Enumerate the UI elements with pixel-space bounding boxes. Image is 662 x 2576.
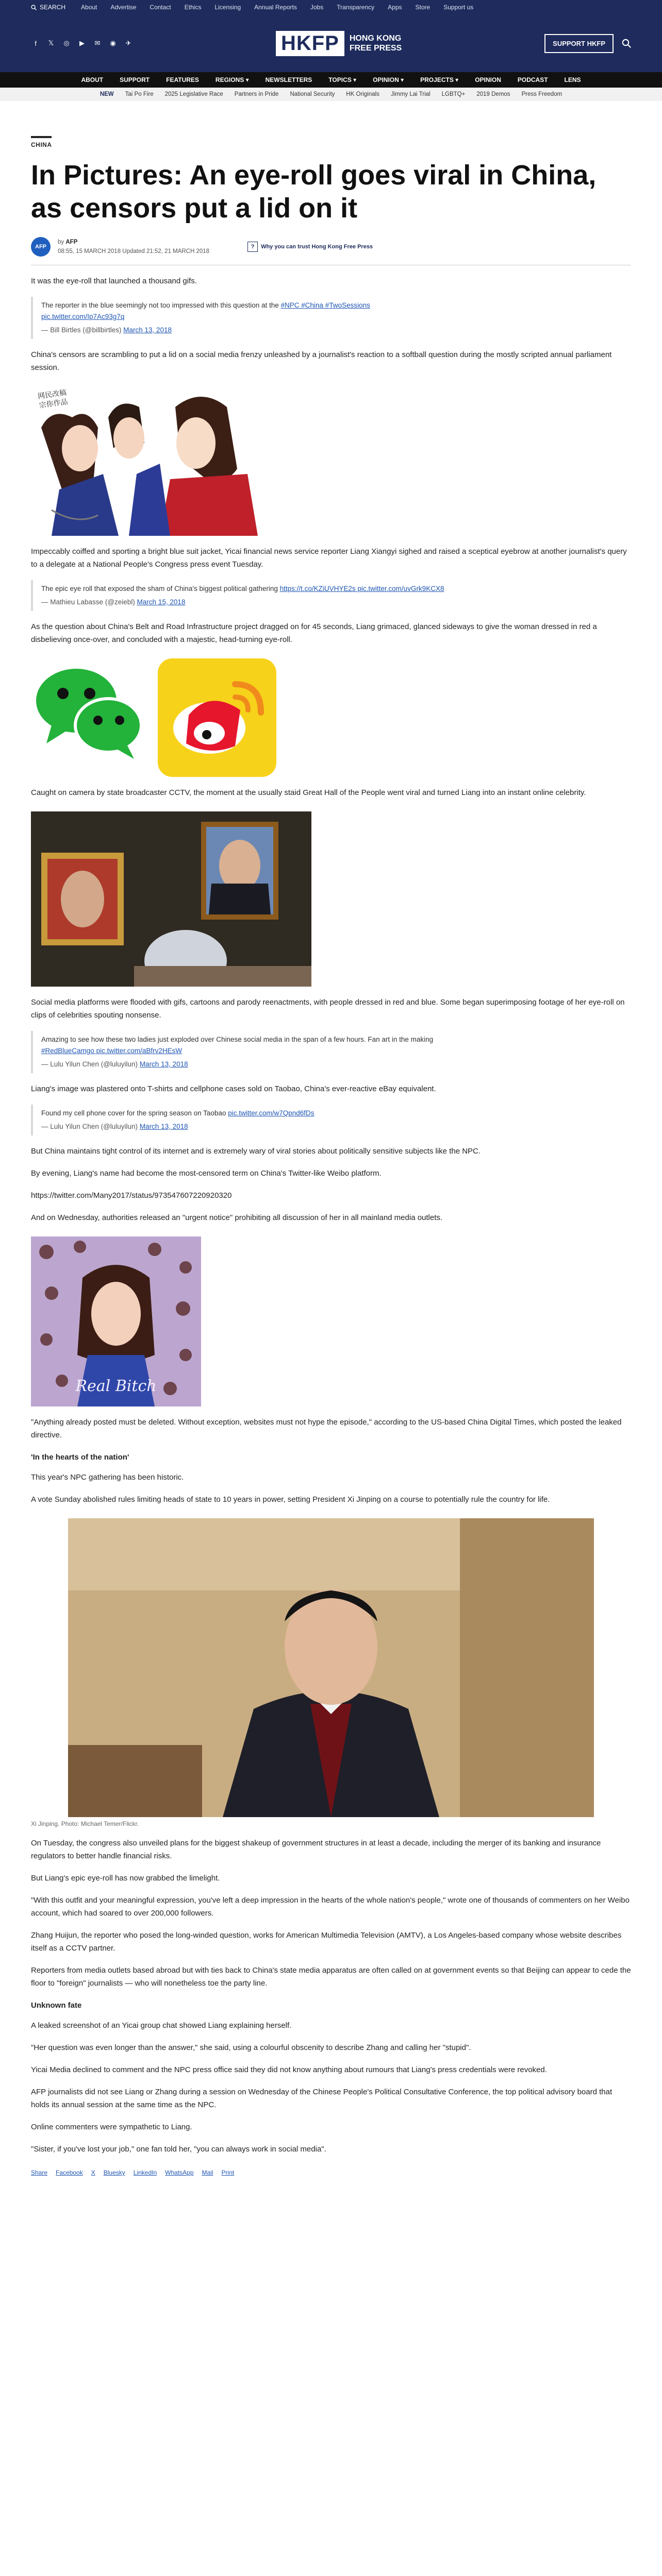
tweet-text: The epic eye roll that exposed the sham of China's biggest political gathering: [41, 585, 280, 592]
paragraph: By evening, Liang's name had become the most-censored term on China's Twitter-like Weibo platform.: [31, 1169, 382, 1178]
tweet-date-link[interactable]: March 15, 2018: [137, 598, 186, 606]
embedded-tweet: [31, 1031, 631, 1073]
paragraph: "With this outfit and your meaningful expression, you've left a deep impression in the hearts of the whole nation's people," wrote one of thousands of commenters on her Weibo account, which had soared to over 200,000 followers.: [31, 1896, 630, 1918]
article: [31, 136, 631, 2176]
tweet-text: Found my cell phone cover for the spring season on Taobao: [41, 1109, 228, 1117]
share-linkedin[interactable]: LinkedIn: [133, 2169, 157, 2176]
nav-opinion-menu[interactable]: OPINION ▾: [373, 76, 404, 83]
app-logos: [31, 658, 631, 777]
category-label[interactable]: CHINA: [31, 136, 52, 148]
paragraph: But China maintains tight control of its internet and is extremely wary of viral stories about politically sensitive subjects like the NPC.: [31, 1147, 481, 1156]
nav-topics[interactable]: TOPICS ▾: [328, 76, 357, 83]
search-label: SEARCH: [40, 4, 66, 11]
fan-art-poster: [31, 1236, 201, 1406]
youtube-icon[interactable]: ▶: [79, 39, 85, 47]
logo-line-2: FREE PRESS: [349, 44, 402, 53]
paragraph: On Tuesday, the congress also unveiled plans for the biggest shakeup of government structures in at least a decade, including the merger of its banking and insurance regulators to better handle financial risks.: [31, 1839, 601, 1860]
social-links: [31, 39, 133, 48]
xi-jinping-photo: [68, 1518, 594, 1817]
tweet-text: Amazing to see how these two ladies just exploded over Chinese social media in the span of a few hours. Fan art in the making: [41, 1036, 434, 1043]
topbar-link-support[interactable]: Support us: [443, 4, 474, 11]
search-button[interactable]: [31, 4, 65, 11]
by-prefix: by: [58, 239, 64, 245]
logo-mark: HKFP: [276, 31, 344, 56]
tweet-media-link[interactable]: pic.twitter.com/w7Qpnd6fDs: [228, 1109, 315, 1117]
nav-lens[interactable]: LENS: [564, 76, 581, 83]
utility-bar: [0, 0, 662, 14]
tweet-text: The reporter in the blue seemingly not too impressed with this question at the: [41, 301, 281, 309]
topbar-link-transparency[interactable]: Transparency: [337, 4, 375, 11]
weibo-logo: [158, 658, 276, 777]
embedded-tweet: [31, 580, 631, 611]
photo-caption: Xi Jinping. Photo: Michael Temer/Flickr.: [31, 1820, 139, 1827]
paragraph: Social media platforms were flooded with gifs, cartoons and parody reenactments, with people dressed in red and blue. Some began superimposing footage of her eye-roll on clips of celebrities spouting nonsense.: [31, 998, 625, 1020]
facebook-icon[interactable]: f: [35, 39, 37, 47]
tweet-author: — Mathieu Labasse (@zeiebl): [41, 598, 137, 606]
embedded-tweet: [31, 297, 631, 339]
trending-link[interactable]: National Security: [290, 91, 335, 97]
share-whatsapp[interactable]: WhatsApp: [165, 2169, 194, 2176]
topbar-link-licensing[interactable]: Licensing: [214, 4, 241, 11]
cartoon-scribble: 网民改稿宗你作品: [37, 388, 69, 410]
main-navigation: [0, 72, 662, 88]
telegram-icon[interactable]: ✈: [125, 39, 131, 47]
wechat-icon: [31, 658, 150, 761]
tweet-media-link[interactable]: https://t.co/KZiUVHYE2s pic.twitter.com/uvGrk9KCX8: [279, 585, 444, 592]
section-heading: 'In the hearts of the nation': [31, 1453, 129, 1462]
support-hkfp-button[interactable]: SUPPORT HKFP: [544, 34, 614, 53]
paragraph: AFP journalists did not see Liang or Zhang during a session on Wednesday of the Chinese People's Political Consultative Conference, the top political advisory board that holds its annual session at the same time as the NPC.: [31, 2088, 613, 2109]
paragraph: A vote Sunday abolished rules limiting heads of state to 10 years in power, setting President Xi Jinping on a course to potentially rule the country for life.: [31, 1495, 550, 1504]
paragraph: Yicai Media declined to comment and the NPC press office said they did not know anything about rumours that Liang's press credentials were revoked.: [31, 2065, 547, 2074]
article-title: In Pictures: An eye-roll goes viral in China, as censors put a lid on it: [31, 160, 597, 224]
tweet-date-link[interactable]: March 13, 2018: [123, 326, 172, 334]
paragraph: But Liang's epic eye-roll has now grabbed the limelight.: [31, 1874, 220, 1883]
paragraph: China's censors are scrambling to put a lid on a social media frenzy unleashed by a journalist's reaction to a softball question during the mostly scripted annual parliament session.: [31, 350, 612, 372]
share-facebook[interactable]: Facebook: [56, 2169, 83, 2176]
topbar-link-ethics[interactable]: Ethics: [184, 4, 202, 11]
header-actions: [544, 34, 631, 53]
share-mail[interactable]: Mail: [202, 2169, 213, 2176]
paragraph: "Sister, if you've lost your job," one fan told her, "you can always work in social media".: [31, 2145, 326, 2154]
byline: [31, 237, 631, 265]
nav-podcast[interactable]: PODCAST: [517, 76, 548, 83]
instagram-icon[interactable]: ◎: [63, 39, 70, 47]
trending-link[interactable]: Tai Po Fire: [125, 91, 154, 97]
paragraph: Zhang Huijun, the reporter who posed the long-winded question, works for American Multimedia Television (AMTV), a Los Angeles-based company whose website describes itself as a CCTV partner.: [31, 1931, 622, 1953]
nav-newsletters[interactable]: NEWSLETTERS: [265, 76, 312, 83]
trending-link[interactable]: HK Originals: [346, 91, 379, 97]
weibo-icon: [158, 658, 276, 777]
byline-meta: [58, 238, 209, 256]
topbar-link-about[interactable]: About: [81, 4, 97, 11]
paragraph: Reporters from media outlets based abroad but with ties back to China's state media apparatus are often called on at government events so that Beijing can appear to cede the floor to "foreign" journalists — who will nonetheless toe the party line.: [31, 1966, 631, 1988]
share-x[interactable]: X: [91, 2169, 95, 2176]
trending-link[interactable]: Jimmy Lai Trial: [390, 91, 431, 97]
logo-line-1: HONG KONG: [349, 34, 402, 43]
paragraph: It was the eye-roll that launched a thousand gifs.: [31, 277, 197, 285]
x-icon[interactable]: 𝕏: [48, 39, 54, 47]
xi-photo-illustration: [68, 1518, 594, 1817]
embedded-tweet: [31, 1105, 631, 1136]
author-avatar: AFP: [31, 237, 51, 257]
trending-link[interactable]: Press Freedom: [521, 91, 562, 97]
paragraph: A leaked screenshot of an Yicai group chat showed Liang explaining herself.: [31, 2021, 292, 2030]
nav-support[interactable]: SUPPORT: [120, 76, 150, 83]
trending-link[interactable]: Partners in Pride: [234, 91, 279, 97]
topbar-link-annual-reports[interactable]: Annual Reports: [254, 4, 297, 11]
tweet-hashtags[interactable]: #NPC #China #TwoSessions: [280, 301, 370, 309]
photo-illustration: [31, 811, 311, 987]
info-icon: ?: [247, 242, 258, 252]
section-heading: Unknown fate: [31, 2001, 82, 2010]
threads-icon[interactable]: ◉: [110, 39, 116, 47]
paragraph: "Her question was even longer than the answer," she said, using a colourful obscenity to describe Zhang and calling her "stupid".: [31, 2043, 471, 2052]
tweet-media-link[interactable]: pic.twitter.com/Ip7Ac93g7q: [41, 313, 125, 320]
share-link[interactable]: Share: [31, 2169, 48, 2176]
tweet-author: — Bill Birtles (@billbirtles): [41, 326, 124, 334]
tweet-author: — Lulu Yilun Chen (@luluyilun): [41, 1060, 140, 1068]
trending-navigation: [0, 88, 662, 101]
tweet-date-link[interactable]: March 13, 2018: [139, 1123, 188, 1130]
author-name[interactable]: AFP: [65, 239, 78, 245]
trending-link[interactable]: 2019 Demos: [476, 91, 510, 97]
nav-opinion[interactable]: OPINION: [475, 76, 501, 83]
publish-dates: 08:55, 15 MARCH 2018 Updated 21:52, 21 MARCH 2018: [58, 248, 210, 255]
share-links: [31, 2169, 631, 2176]
topbar-link-advertise[interactable]: Advertise: [110, 4, 137, 11]
logo-wordmark: [350, 33, 402, 53]
site-logo[interactable]: [276, 31, 402, 56]
topbar-link-jobs[interactable]: Jobs: [310, 4, 324, 11]
tweet-media-link[interactable]: #RedBlueCamgo pic.twitter.com/aBfrv2HEsW: [41, 1047, 183, 1055]
trust-banner[interactable]: [247, 242, 373, 252]
paragraph: "Anything already posted must be deleted. Without exception, websites must not hype the episode," according to the US-based China Digital Times, which posted the leaked directive.: [31, 1418, 622, 1439]
share-print[interactable]: Print: [221, 2169, 235, 2176]
search-icon[interactable]: [622, 39, 631, 48]
nav-about[interactable]: ABOUT: [81, 76, 104, 83]
share-bluesky[interactable]: Bluesky: [103, 2169, 125, 2176]
paragraph: As the question about China's Belt and Road Infrastructure project dragged on for 45 seconds, Liang grimaced, glanced sideways to give the woman dressed in red a disbelieving once-over, and concluded with a majestic, head-turning eye-roll.: [31, 622, 597, 644]
poster-caption: Real Bitch: [75, 1377, 157, 1395]
paragraph: And on Wednesday, authorities released an "urgent notice" prohibiting all discussion of her in all mainland media outlets.: [31, 1213, 443, 1222]
topbar-link-apps[interactable]: Apps: [388, 4, 402, 11]
paragraph: Caught on camera by state broadcaster CCTV, the moment at the usually staid Great Hall of the People went viral and turned Liang into an instant online celebrity.: [31, 788, 586, 797]
trending-link[interactable]: 2025 Legislative Race: [164, 91, 223, 97]
tweet-author: — Lulu Yilun Chen (@luluyilun): [41, 1123, 140, 1130]
paragraph: Liang's image was plastered onto T-shirts and cellphone cases sold on Taobao, China's ever-reactive eBay equivalent.: [31, 1084, 436, 1093]
tweet-url-link[interactable]: https://twitter.com/Many2017/status/973547607220920320: [31, 1191, 232, 1200]
paragraph: This year's NPC gathering has been historic.: [31, 1473, 184, 1482]
wechat-logo: [31, 658, 150, 761]
mail-icon[interactable]: ✉: [94, 39, 101, 47]
cartoon-drawing: [31, 386, 263, 536]
trending-link[interactable]: LGBTQ+: [441, 91, 466, 97]
topbar-link-contact[interactable]: Contact: [150, 4, 171, 11]
paragraph: Impeccably coiffed and sporting a bright blue suit jacket, Yicai financial news service reporter Liang Xiangyi sighed and raised a sceptical eyebrow at another journalist's query to a delegate at a National People's Congress press event Tuesday.: [31, 547, 627, 569]
nav-features[interactable]: FEATURES: [166, 76, 199, 83]
trust-banner-label: Why you can trust Hong Kong Free Press: [261, 244, 373, 250]
nav-projects[interactable]: PROJECTS ▾: [420, 76, 459, 83]
topbar-link-store[interactable]: Store: [415, 4, 431, 11]
paragraph: Online commenters were sympathetic to Liang.: [31, 2123, 192, 2131]
tweet-date-link[interactable]: March 13, 2018: [139, 1060, 188, 1068]
site-header: [0, 14, 662, 72]
search-icon: [31, 5, 37, 10]
great-hall-photo: [31, 811, 311, 987]
nav-regions[interactable]: REGIONS ▾: [215, 76, 249, 83]
trending-new-badge: NEW: [100, 91, 114, 97]
poster-illustration: [31, 1236, 201, 1406]
cartoon-illustration: [31, 386, 263, 536]
